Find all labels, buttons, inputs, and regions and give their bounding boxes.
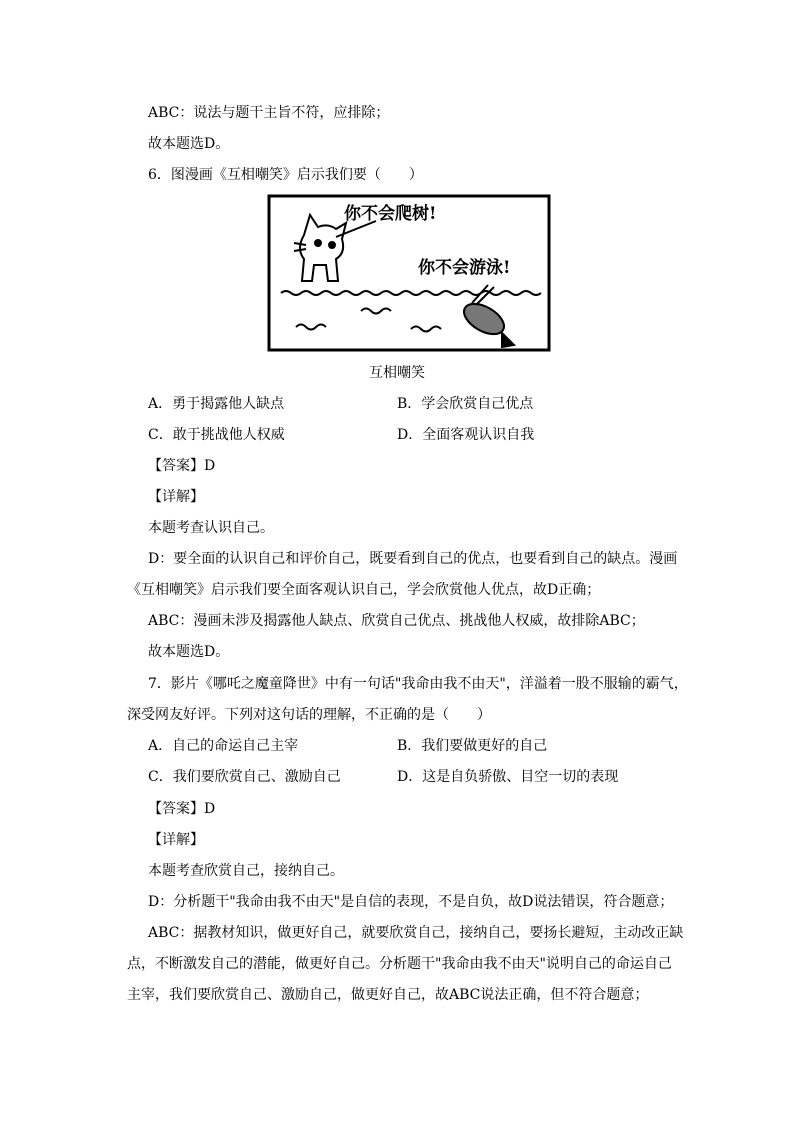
option-d: D．全面客观认识自我 <box>397 427 535 443</box>
text-line: 《互相嘲笑》启示我们要全面客观认识自己，学会欣赏他人优点，故D正确； <box>127 582 601 598</box>
answer-label: 【答案】D <box>148 801 216 817</box>
text-line: 故本题选D。 <box>148 136 230 152</box>
text-line: ABC：据教材知识，做更好自己，就要欣赏自己，接纳自己，要扬长避短，主动改正缺 <box>148 925 684 941</box>
question-6: 6．图漫画《互相嘲笑》启示我们要（ ） <box>148 167 423 183</box>
fish-speech: 你不会游泳! <box>418 258 511 278</box>
answer-label: 【答案】D <box>148 458 216 474</box>
text-line: 故本题选D。 <box>148 644 230 660</box>
option-c: C．敢于挑战他人权威 <box>148 427 285 443</box>
text-line: ABC：说法与题干主旨不符，应排除； <box>148 105 390 121</box>
comic-image <box>266 193 552 353</box>
text-line: 点，不断激发自己的潜能，做更好自己。分析题干"我命由我不由天"说明自己的命运自己 <box>127 956 672 972</box>
question-7: 7．影片《哪吒之魔童降世》中有一句话"我命由我不由天"，洋溢着一股不服输的霸气， <box>148 676 688 692</box>
detail-label: 【详解】 <box>148 832 204 848</box>
option-d: D．这是自负骄傲、目空一切的表现 <box>397 769 619 785</box>
option-b: B．我们要做更好的自己 <box>397 738 548 754</box>
option-b: B．学会欣赏自己优点 <box>397 396 534 412</box>
text-line: 本题考查认识自己。 <box>148 520 274 536</box>
text-line: ABC：漫画未涉及揭露他人缺点、欣赏自己优点、挑战他人权威，故排除ABC； <box>148 613 645 629</box>
text-line: 主宰，我们要欣赏自己、激励自己，做更好自己，故ABC说法正确，但不符合题意； <box>127 987 649 1003</box>
text-line: D：分析题干"我命由我不由天"是自信的表现，不是自负，故D说法错误，符合题意； <box>148 894 674 910</box>
option-a: A．勇于揭露他人缺点 <box>148 396 285 412</box>
comic-caption: 互相嘲笑 <box>369 365 425 381</box>
option-c: C．我们要欣赏自己、激励自己 <box>148 769 341 785</box>
text-line: 本题考查欣赏自己，接纳自己。 <box>148 863 344 879</box>
text-line: D：要全面的认识自己和评价自己，既要看到自己的优点，也要看到自己的缺点。漫画 <box>148 551 678 567</box>
cat-speech: 你不会爬树! <box>344 204 437 224</box>
question-7-cont: 深受网友好评。下列对这句话的理解，不正确的是（ ） <box>127 707 491 723</box>
option-a: A．自己的命运自己主宰 <box>148 738 299 754</box>
detail-label: 【详解】 <box>148 489 204 505</box>
